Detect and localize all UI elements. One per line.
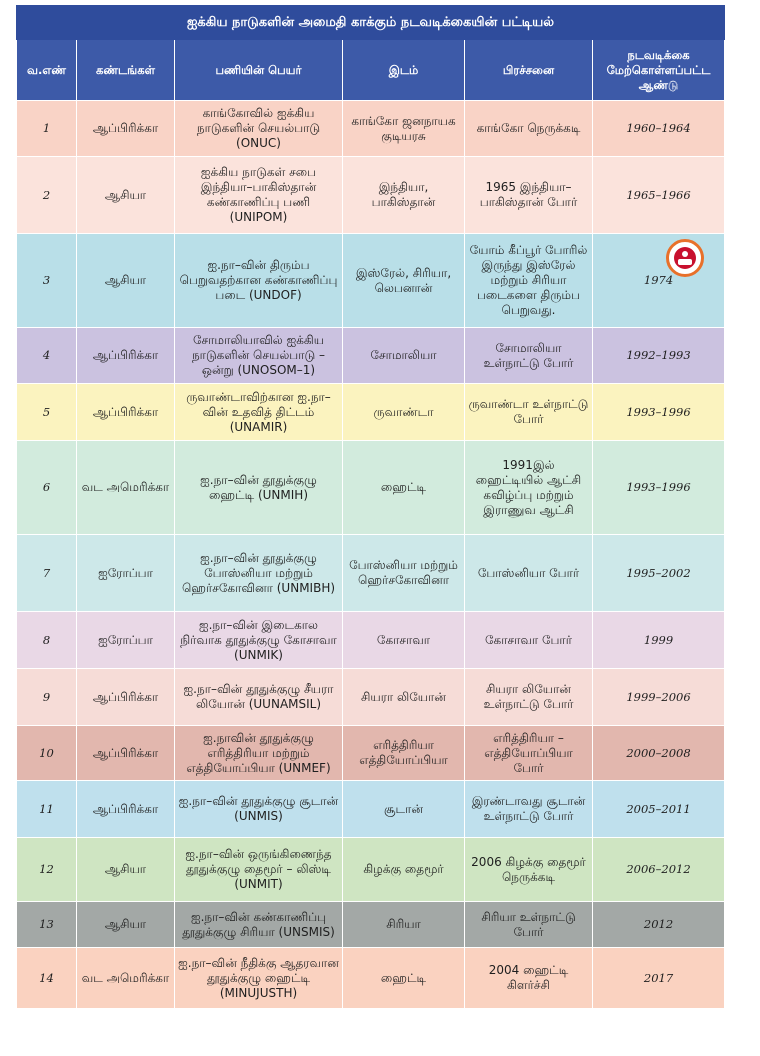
table-row	[17, 902, 725, 948]
cell-mission: ஐ.நா–வின் திரும்ப பெறுவதற்கான கண்காணிப்பு படை (UNDOF)	[175, 234, 343, 328]
cell-sno: 9	[17, 669, 77, 726]
cell-continent: ஆப்பிரிக்கா	[77, 101, 175, 157]
cell-mission: ஐ.நா–வின் தூதுக்குழு சீயரா லியோன் (UUNAMSIL)	[175, 669, 343, 726]
cell-mission: ஐ.நா–வின் தூதுக்குழு போஸ்னியா மற்றும் ஹெர்சகோவினா (UNMIBH)	[175, 535, 343, 612]
cell-mission: சோமாலியாவில் ஐக்கிய நாடுகளின் செயல்பாடு – ஒன்று (UNOSOM–1)	[175, 328, 343, 384]
table-row	[17, 612, 725, 669]
publisher-logo-icon	[666, 239, 704, 277]
table-row	[17, 101, 725, 157]
cell-year: 1999	[593, 612, 725, 669]
cell-problem: 2004 ஹைட்டி கிளர்ச்சி	[465, 948, 593, 1009]
cell-sno: 5	[17, 384, 77, 441]
cell-problem: 1965 இந்தியா–பாகிஸ்தான் போர்	[465, 157, 593, 234]
cell-place: இஸ்ரேல், சிரியா, லெபனான்	[343, 234, 465, 328]
cell-sno: 3	[17, 234, 77, 328]
header-year: நடவடிக்கை மேற்கொள்ளப்பட்ட ஆண்டு	[593, 40, 725, 101]
cell-continent: வட அமெரிக்கா	[77, 441, 175, 535]
cell-year: 1999–2006	[593, 669, 725, 726]
cell-problem: காங்கோ நெருக்கடி	[465, 101, 593, 157]
cell-sno: 6	[17, 441, 77, 535]
cell-sno: 7	[17, 535, 77, 612]
cell-problem: இரண்டாவது சூடான் உள்நாட்டு போர்	[465, 781, 593, 838]
cell-continent: ஆப்பிரிக்கா	[77, 726, 175, 781]
cell-problem: எரித்திரியா – எத்தியோப்பியா போர்	[465, 726, 593, 781]
cell-place: எரித்திரியா எத்தியோப்பியா	[343, 726, 465, 781]
cell-continent: ஆசியா	[77, 902, 175, 948]
header-sno: வ.எண்	[17, 40, 77, 101]
cell-place: இந்தியா, பாகிஸ்தான்	[343, 157, 465, 234]
cell-sno: 11	[17, 781, 77, 838]
table-row	[17, 726, 725, 781]
table-header-row	[17, 40, 725, 101]
cell-mission: ஐ.நாவின் தூதுக்குழு எரித்திரியா மற்றும் எத்தியோப்பியா (UNMEF)	[175, 726, 343, 781]
header-problem: பிரச்சனை	[465, 40, 593, 101]
cell-continent: ஐரோப்பா	[77, 612, 175, 669]
table-row	[17, 441, 725, 535]
cell-place: போஸ்னியா மற்றும் ஹெர்சகோவினா	[343, 535, 465, 612]
cell-problem: சோமாலியா உள்நாட்டு போர்	[465, 328, 593, 384]
cell-continent: ஆசியா	[77, 157, 175, 234]
cell-continent: ஆசியா	[77, 838, 175, 902]
header-continent: கண்டங்கள்	[77, 40, 175, 101]
table-row	[17, 948, 725, 1009]
cell-mission: ஐ.நா–வின் இடைகால நிர்வாக தூதுக்குழு கோசாவா (UNMIK)	[175, 612, 343, 669]
cell-mission: காங்கோவில் ஐக்கிய நாடுகளின் செயல்பாடு (ONUC)	[175, 101, 343, 157]
cell-problem: சியரா லியோன் உள்நாட்டு போர்	[465, 669, 593, 726]
cell-mission: ஐ.நா–வின் கண்காணிப்பு தூதுக்குழு சிரியா (UNSMIS)	[175, 902, 343, 948]
header-place: இடம்	[343, 40, 465, 101]
table-row	[17, 157, 725, 234]
cell-continent: ஆப்பிரிக்கா	[77, 669, 175, 726]
table-row	[17, 328, 725, 384]
cell-year: 2006–2012	[593, 838, 725, 902]
cell-year: 2017	[593, 948, 725, 1009]
table-row	[17, 838, 725, 902]
cell-year: 1992–1993	[593, 328, 725, 384]
cell-place: சியரா லியோன்	[343, 669, 465, 726]
cell-year: 1965–1966	[593, 157, 725, 234]
cell-problem: 1991இல் ஹைட்டியில் ஆட்சி கவிழ்ப்பு மற்றும் இராணுவ ஆட்சி	[465, 441, 593, 535]
table-title: ஐக்கிய நாடுகளின் அமைதி காக்கும் நடவடிக்கையின் பட்டியல்	[17, 6, 725, 40]
cell-problem: யோம் கீப்பூர் போரில் இருந்து இஸ்ரேல் மற்றும் சிரியா படைகளை திரும்ப பெறுவது.	[465, 234, 593, 328]
cell-continent: ஆப்பிரிக்கா	[77, 328, 175, 384]
table-row	[17, 535, 725, 612]
cell-sno: 4	[17, 328, 77, 384]
cell-mission: ஐ.நா–வின் நீதிக்கு ஆதரவான தூதுக்குழு ஹைட்டி (MINUJUSTH)	[175, 948, 343, 1009]
header-mission: பணியின் பெயர்	[175, 40, 343, 101]
cell-problem: சிரியா உள்நாட்டு போர்	[465, 902, 593, 948]
cell-year: 1995–2002	[593, 535, 725, 612]
cell-sno: 1	[17, 101, 77, 157]
cell-sno: 10	[17, 726, 77, 781]
cell-mission: ருவாண்டாவிற்கான ஐ.நா–வின் உதவித் திட்டம் (UNAMIR)	[175, 384, 343, 441]
cell-place: ருவாண்டா	[343, 384, 465, 441]
cell-continent: ஐரோப்பா	[77, 535, 175, 612]
table-body	[17, 101, 725, 1009]
cell-place: சூடான்	[343, 781, 465, 838]
cell-sno: 8	[17, 612, 77, 669]
cell-problem: போஸ்னியா போர்	[465, 535, 593, 612]
cell-place: சிரியா	[343, 902, 465, 948]
table-row	[17, 781, 725, 838]
cell-mission: ஐ.நா–வின் தூதுக்குழு ஹைட்டி (UNMIH)	[175, 441, 343, 535]
cell-year: 1993–1996	[593, 384, 725, 441]
cell-continent: ஆசியா	[77, 234, 175, 328]
cell-continent: ஆப்பிரிக்கா	[77, 384, 175, 441]
table-row	[17, 234, 725, 328]
cell-continent: ஆப்பிரிக்கா	[77, 781, 175, 838]
cell-place: ஹைட்டி	[343, 948, 465, 1009]
cell-year: 1993–1996	[593, 441, 725, 535]
cell-continent: வட அமெரிக்கா	[77, 948, 175, 1009]
cell-place: சோமாலியா	[343, 328, 465, 384]
cell-mission: ஐக்கிய நாடுகள் சபை இந்தியா–பாகிஸ்தான் கண்காணிப்பு பணி (UNIPOM)	[175, 157, 343, 234]
table-row	[17, 669, 725, 726]
cell-sno: 14	[17, 948, 77, 1009]
cell-sno: 12	[17, 838, 77, 902]
cell-year: 2012	[593, 902, 725, 948]
cell-place: கோசாவா	[343, 612, 465, 669]
cell-problem: ருவாண்டா உள்நாட்டு போர்	[465, 384, 593, 441]
cell-year: 2005–2011	[593, 781, 725, 838]
table-row	[17, 384, 725, 441]
cell-year: 1974	[593, 234, 725, 328]
cell-year: 1960–1964	[593, 101, 725, 157]
peacekeeping-table-wrapper	[16, 5, 724, 1009]
cell-sno: 13	[17, 902, 77, 948]
cell-place: காங்கோ ஜனநாயக குடியரசு	[343, 101, 465, 157]
peacekeeping-table	[16, 5, 725, 1009]
cell-problem: கோசாவா போர்	[465, 612, 593, 669]
cell-place: கிழக்கு தைமூர்	[343, 838, 465, 902]
cell-mission: ஐ.நா–வின் தூதுக்குழு சூடான் (UNMIS)	[175, 781, 343, 838]
cell-sno: 2	[17, 157, 77, 234]
cell-place: ஹைட்டி	[343, 441, 465, 535]
cell-problem: 2006 கிழக்கு தைமூர் நெருக்கடி	[465, 838, 593, 902]
cell-mission: ஐ.நா–வின் ஒருங்கிணைந்த தூதுக்குழு தைமூர் – லிஸ்டி (UNMIT)	[175, 838, 343, 902]
cell-year: 2000–2008	[593, 726, 725, 781]
